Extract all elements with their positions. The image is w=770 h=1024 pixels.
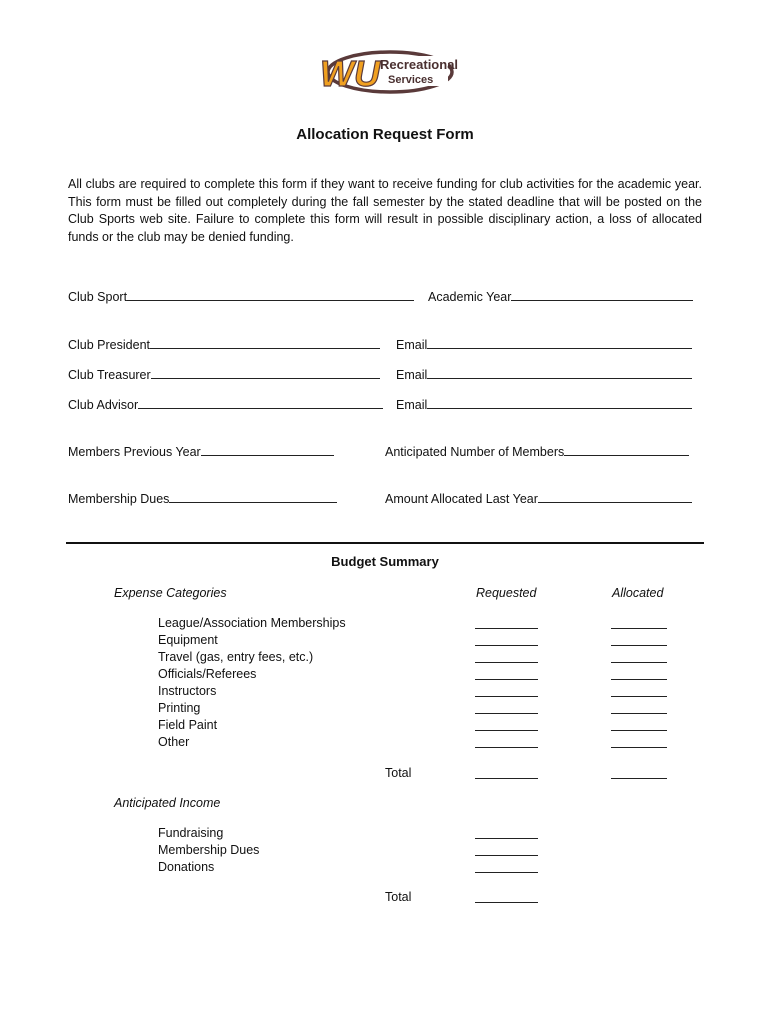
academic-year-field[interactable]: [428, 288, 693, 304]
section-divider: [66, 542, 704, 544]
president-email-line[interactable]: [427, 336, 692, 349]
members-previous-year-line[interactable]: [201, 443, 334, 456]
expense-item: Printing: [158, 701, 201, 715]
allocated-column-heading: Allocated: [612, 586, 664, 600]
allocated-blank[interactable]: [611, 730, 667, 731]
allocated-blank[interactable]: [611, 713, 667, 714]
allocated-blank[interactable]: [611, 679, 667, 680]
anticipated-members-label: Anticipated Number of Members: [385, 445, 565, 459]
expense-item: Field Paint: [158, 718, 218, 732]
requested-blank[interactable]: [475, 662, 538, 663]
allocated-blank[interactable]: [611, 696, 667, 697]
club-advisor-label: Club Advisor: [68, 398, 139, 412]
president-email-field[interactable]: [396, 336, 692, 352]
president-email-label: Email: [396, 338, 428, 352]
income-requested-blank[interactable]: [475, 855, 538, 856]
requested-blank[interactable]: [475, 645, 538, 646]
advisor-email-field[interactable]: [396, 396, 692, 412]
expense-item: Officials/Referees: [158, 667, 257, 681]
expense-categories-heading: Expense Categories: [114, 586, 227, 600]
treasurer-email-field[interactable]: [396, 366, 692, 382]
requested-blank[interactable]: [475, 730, 538, 731]
academic-year-line[interactable]: [511, 288, 693, 301]
club-treasurer-label: Club Treasurer: [68, 368, 151, 382]
allocated-blank[interactable]: [611, 628, 667, 629]
expense-total-requested-blank[interactable]: [475, 778, 538, 779]
logo-text-line2: Services: [388, 74, 434, 86]
treasurer-email-line[interactable]: [427, 366, 692, 379]
expense-item: League/Association Memberships: [158, 616, 346, 630]
expense-total-label: Total: [385, 766, 412, 780]
club-president-line[interactable]: [150, 336, 380, 349]
requested-blank[interactable]: [475, 628, 538, 629]
logo-text-line1: Recreational: [380, 57, 458, 72]
club-sport-label: Club Sport: [68, 290, 128, 304]
members-previous-year-field[interactable]: [68, 443, 334, 459]
expense-item: Instructors: [158, 684, 217, 698]
advisor-email-line[interactable]: [427, 396, 692, 409]
club-treasurer-line[interactable]: [151, 366, 380, 379]
logo-mark: WU: [320, 53, 380, 94]
income-item: Membership Dues: [158, 843, 260, 857]
income-requested-blank[interactable]: [475, 872, 538, 873]
expense-total-allocated-blank[interactable]: [611, 778, 667, 779]
club-advisor-line[interactable]: [138, 396, 383, 409]
requested-blank[interactable]: [475, 713, 538, 714]
allocated-blank[interactable]: [611, 645, 667, 646]
page-title: Allocation Request Form: [296, 126, 474, 143]
anticipated-members-line[interactable]: [564, 443, 689, 456]
allocated-blank[interactable]: [611, 662, 667, 663]
income-total-requested-blank[interactable]: [475, 902, 538, 903]
club-sport-line[interactable]: [127, 288, 414, 301]
academic-year-label: Academic Year: [428, 290, 512, 304]
requested-column-heading: Requested: [476, 586, 537, 600]
membership-dues-label: Membership Dues: [68, 492, 170, 506]
expense-item: Other: [158, 735, 190, 749]
expense-item: Equipment: [158, 633, 218, 647]
income-total-label: Total: [385, 890, 412, 904]
members-previous-year-label: Members Previous Year: [68, 445, 201, 459]
membership-dues-field[interactable]: [68, 490, 337, 506]
advisor-email-label: Email: [396, 398, 428, 412]
requested-blank[interactable]: [475, 696, 538, 697]
club-president-label: Club President: [68, 338, 150, 352]
requested-blank[interactable]: [475, 679, 538, 680]
allocated-blank[interactable]: [611, 747, 667, 748]
intro-paragraph: All clubs are required to complete this form if they want to receive funding for club activities for the academic year. This form must be filled out completely during the fall semester by the stated deadline that will be posted on the Club Sports web site. Failure to complete this form will result in possible disciplinary action, a loss of allocated funds or the club may be denied funding.: [68, 177, 702, 244]
anticipated-income-heading: Anticipated Income: [114, 796, 221, 810]
amount-allocated-last-year-line[interactable]: [538, 490, 692, 503]
club-sport-field[interactable]: [68, 288, 414, 304]
anticipated-members-field[interactable]: [385, 443, 689, 459]
amount-allocated-last-year-field[interactable]: [385, 490, 692, 506]
budget-summary-title: Budget Summary: [331, 554, 439, 569]
logo-graphic: [318, 42, 458, 102]
income-requested-blank[interactable]: [475, 838, 538, 839]
income-item: Fundraising: [158, 826, 224, 840]
club-president-field[interactable]: [68, 336, 380, 352]
treasurer-email-label: Email: [396, 368, 428, 382]
club-treasurer-field[interactable]: [68, 366, 380, 382]
expense-item: Travel (gas, entry fees, etc.): [158, 650, 314, 664]
amount-allocated-last-year-label: Amount Allocated Last Year: [385, 492, 538, 506]
requested-blank[interactable]: [475, 747, 538, 748]
income-item: Donations: [158, 860, 215, 874]
wu-recreational-services-logo: [318, 42, 458, 102]
membership-dues-line[interactable]: [169, 490, 337, 503]
club-advisor-field[interactable]: [68, 396, 383, 412]
